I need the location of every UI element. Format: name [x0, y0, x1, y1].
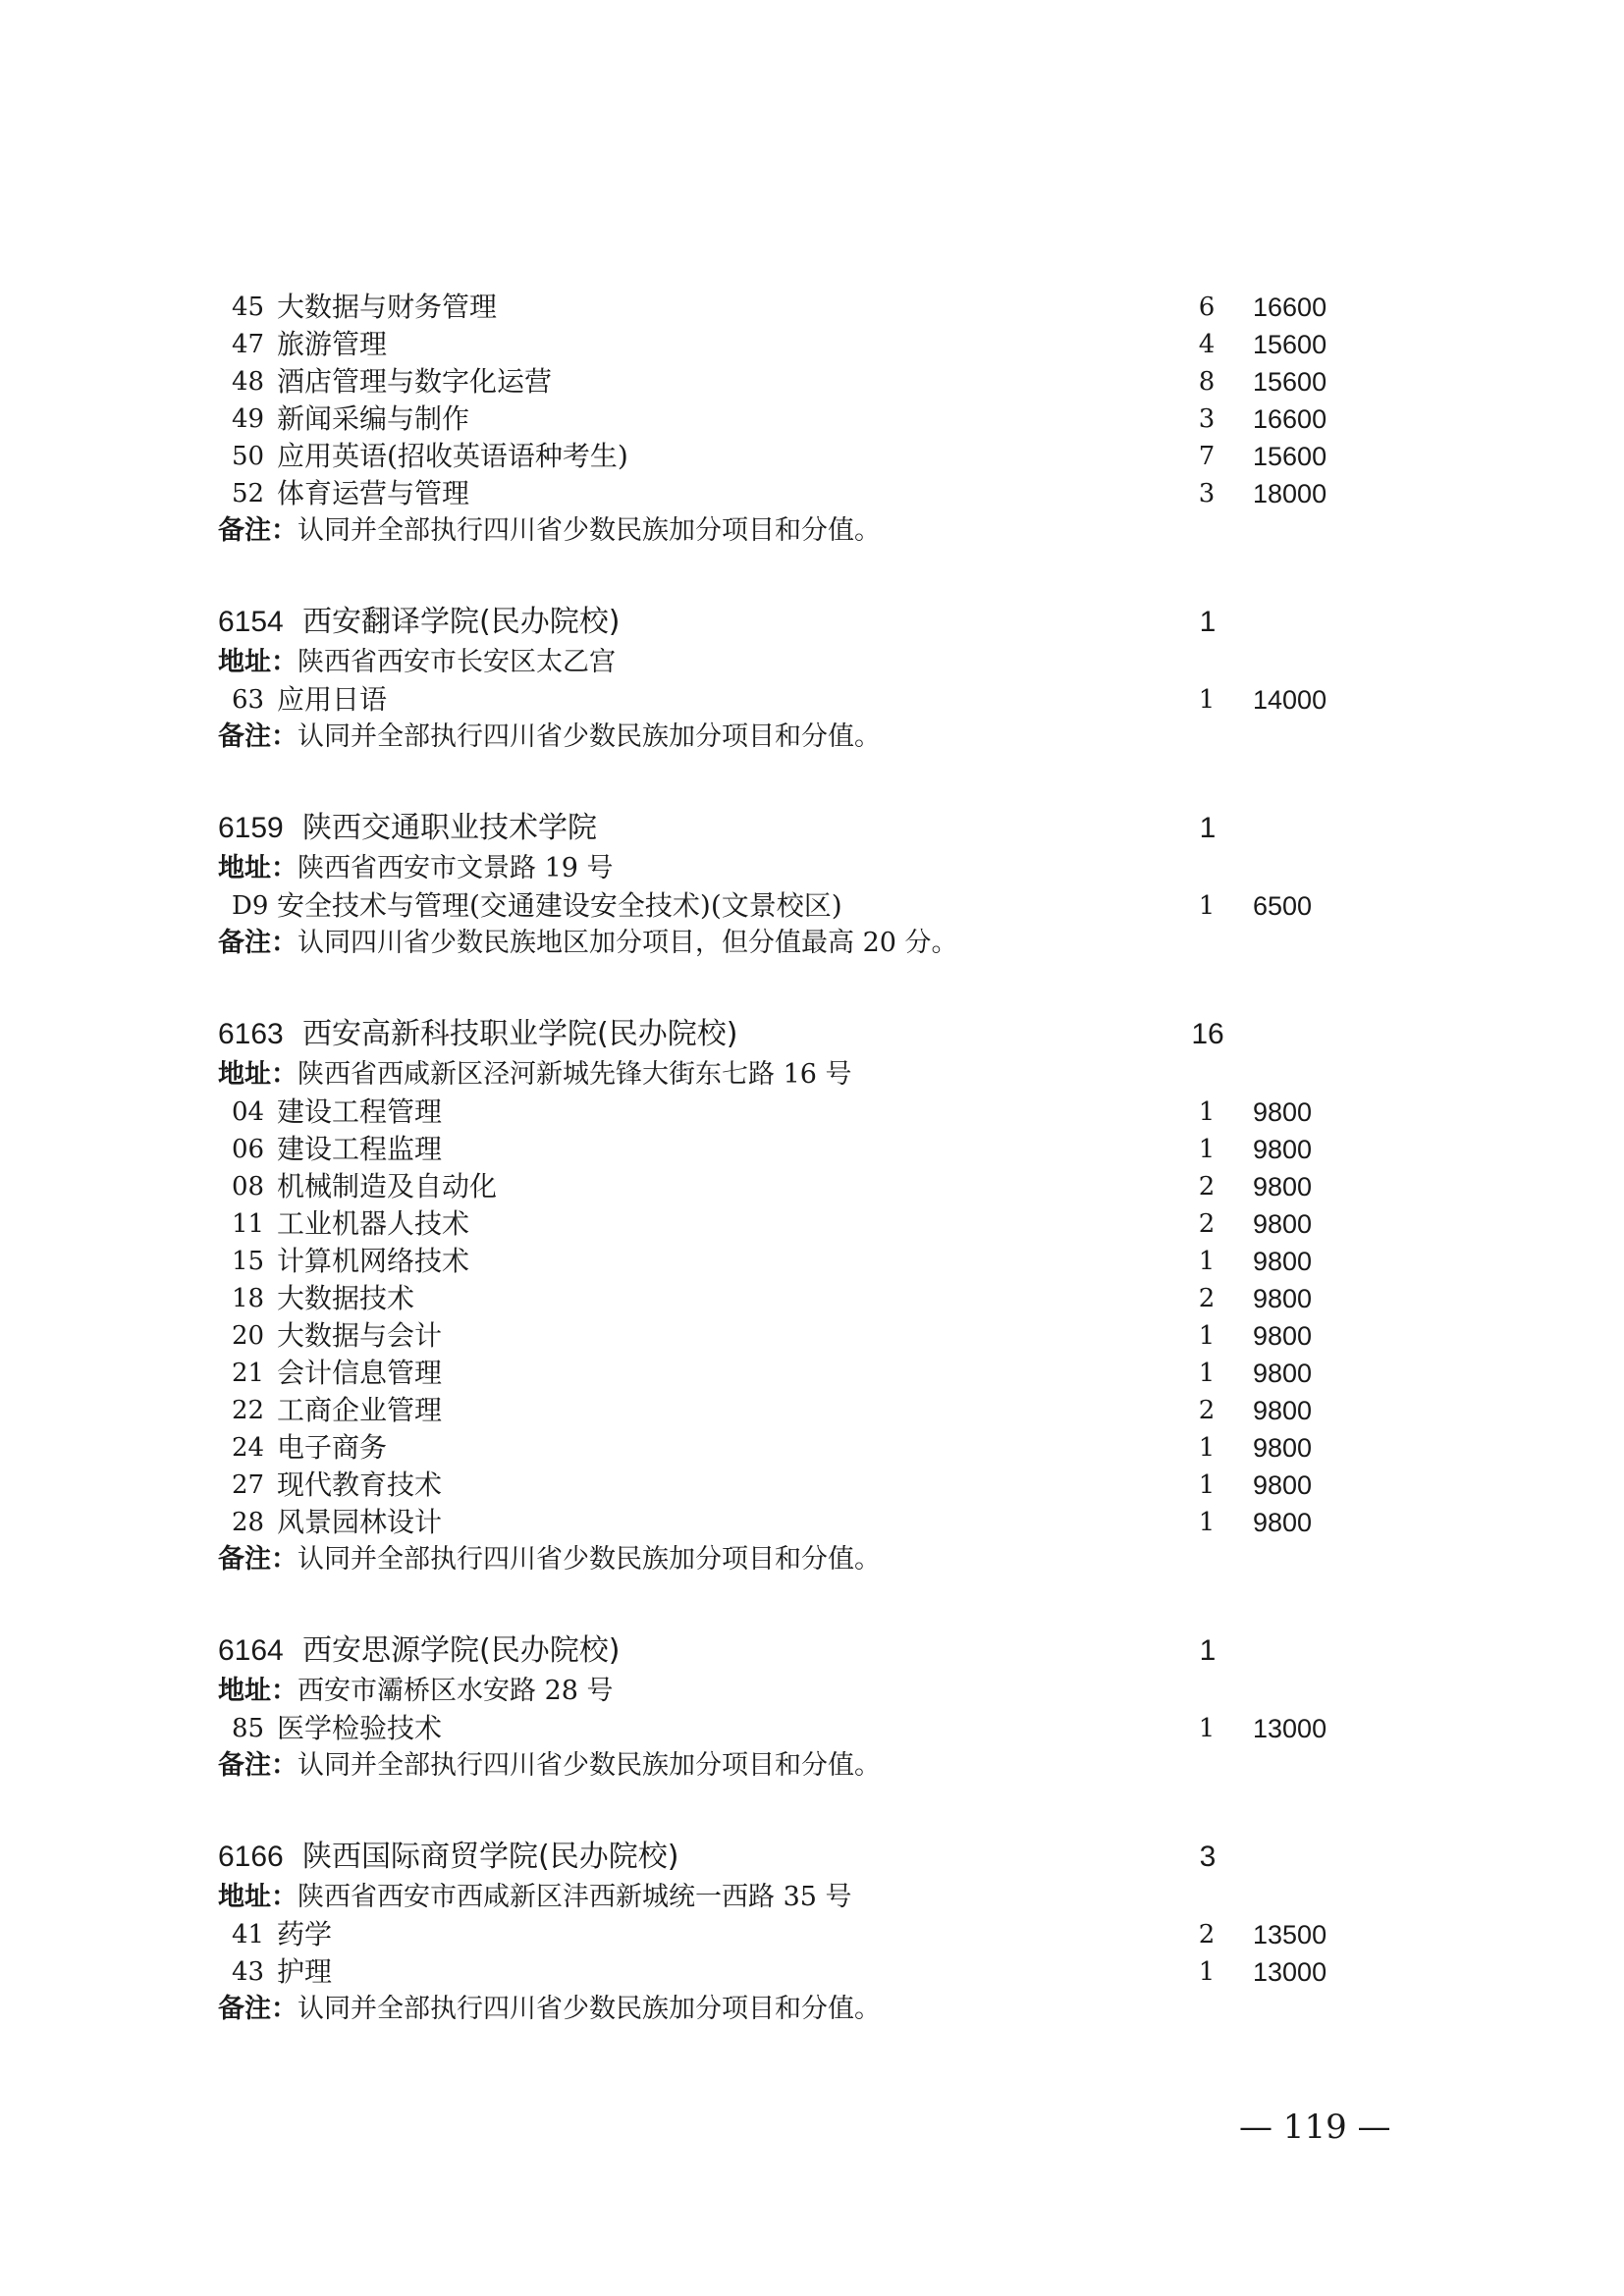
major-row: [0, 438, 1624, 475]
major-fee: 15600: [1253, 367, 1327, 397]
major-code: 22: [232, 1396, 265, 1425]
major-name: 建设工程监理: [277, 1133, 443, 1165]
school-total: 1: [1199, 1634, 1217, 1667]
school-name: 陕西国际商贸学院(民办院校): [302, 1840, 679, 1874]
major-fee: 16600: [1253, 404, 1327, 434]
major-row: [0, 1168, 1624, 1205]
note-line: [218, 925, 958, 962]
school-header: [0, 807, 1624, 850]
school-name: 陕西交通职业技术学院: [302, 811, 597, 845]
major-fee: 9800: [1253, 1359, 1313, 1388]
major-count: 7: [1198, 442, 1216, 471]
major-name: 大数据技术: [277, 1282, 415, 1314]
school-code: 6166: [218, 1841, 284, 1873]
major-code: 63: [232, 685, 265, 715]
major-fee: 15600: [1253, 442, 1327, 471]
major-count: 2: [1198, 1396, 1216, 1425]
major-code: 28: [232, 1508, 265, 1537]
school-address: [218, 1673, 614, 1710]
major-code: 24: [232, 1433, 265, 1463]
note-line: [218, 512, 881, 550]
major-fee: 16600: [1253, 293, 1327, 322]
major-code: 27: [232, 1470, 265, 1500]
school-code: 6154: [218, 606, 284, 638]
major-code: 49: [232, 404, 265, 434]
note-line: [218, 719, 881, 756]
major-code: 15: [232, 1247, 265, 1276]
school-header: [0, 1013, 1624, 1056]
major-row: [0, 1429, 1624, 1467]
major-name: 护理: [277, 1955, 333, 1988]
address-label: 地址：: [218, 647, 298, 677]
note-line: [218, 1991, 881, 2028]
note-text: 认同并全部执行四川省少数民族加分项目和分值。: [298, 1994, 881, 2024]
major-code: 45: [232, 293, 265, 322]
school-code: 6164: [218, 1634, 284, 1667]
school-address: [218, 644, 616, 681]
major-fee: 6500: [1253, 891, 1313, 921]
major-fee: 9800: [1253, 1433, 1313, 1463]
major-count: 1: [1198, 1714, 1216, 1743]
major-code: 48: [232, 367, 265, 397]
major-name: 医学检验技术: [277, 1712, 443, 1744]
school-header: [0, 1629, 1624, 1673]
school-total: 3: [1199, 1841, 1217, 1873]
major-count: 2: [1198, 1209, 1216, 1239]
major-count: 2: [1198, 1920, 1216, 1949]
major-name: 建设工程管理: [277, 1095, 443, 1128]
major-count: 1: [1198, 1359, 1216, 1388]
major-row: [0, 1504, 1624, 1541]
major-fee: 9800: [1253, 1247, 1313, 1276]
major-name: 工业机器人技术: [277, 1207, 470, 1240]
note-line: [218, 1747, 881, 1785]
note-text: 认同四川省少数民族地区加分项目，但分值最高 20 分。: [298, 928, 958, 958]
note-label: 备注：: [218, 928, 298, 958]
address-text: 陕西省西安市西咸新区沣西新城统一西路 35 号: [298, 1882, 852, 1912]
major-row: [0, 681, 1624, 719]
major-fee: 9800: [1253, 1172, 1313, 1201]
major-count: 1: [1198, 685, 1216, 715]
major-fee: 14000: [1253, 685, 1327, 715]
major-code: 47: [232, 330, 265, 359]
major-count: 3: [1198, 479, 1216, 508]
major-name: 药学: [277, 1918, 333, 1950]
major-code: 06: [232, 1135, 265, 1164]
address-text: 陕西省西咸新区泾河新城先锋大街东七路 16 号: [298, 1059, 852, 1090]
major-name: 旅游管理: [277, 328, 388, 360]
major-count: 2: [1198, 1284, 1216, 1313]
major-fee: 9800: [1253, 1470, 1313, 1500]
major-count: 6: [1198, 293, 1216, 322]
school-header: [0, 601, 1624, 644]
major-row: [0, 1953, 1624, 1991]
major-fee: 9800: [1253, 1396, 1313, 1425]
major-row: [0, 1205, 1624, 1243]
address-text: 陕西省西安市长安区太乙宫: [298, 647, 616, 677]
school-total: 16: [1191, 1018, 1224, 1050]
major-count: 1: [1198, 1135, 1216, 1164]
major-row: [0, 400, 1624, 438]
major-row: [0, 1355, 1624, 1392]
note-text: 认同并全部执行四川省少数民族加分项目和分值。: [298, 1750, 881, 1781]
major-row: [0, 1280, 1624, 1317]
major-row: [0, 1131, 1624, 1168]
note-text: 认同并全部执行四川省少数民族加分项目和分值。: [298, 515, 881, 546]
major-row: [0, 326, 1624, 363]
major-fee: 9800: [1253, 1284, 1313, 1313]
school-code: 6159: [218, 812, 284, 844]
school-total: 1: [1199, 812, 1217, 844]
major-row: [0, 887, 1624, 925]
major-count: 1: [1198, 891, 1216, 921]
major-code: D9: [232, 891, 269, 921]
major-fee: 13000: [1253, 1957, 1327, 1987]
note-label: 备注：: [218, 515, 298, 546]
major-code: 11: [232, 1209, 265, 1239]
major-row: [0, 289, 1624, 326]
major-fee: 15600: [1253, 330, 1327, 359]
major-name: 大数据与财务管理: [277, 291, 498, 323]
note-label: 备注：: [218, 721, 298, 752]
major-code: 18: [232, 1284, 265, 1313]
major-code: 21: [232, 1359, 265, 1388]
address-label: 地址：: [218, 1882, 298, 1912]
school-name: 西安高新科技职业学院(民办院校): [302, 1017, 738, 1051]
major-fee: 9800: [1253, 1209, 1313, 1239]
major-name: 机械制造及自动化: [277, 1170, 498, 1202]
major-code: 85: [232, 1714, 265, 1743]
major-name: 应用英语(招收英语语种考生): [277, 440, 628, 472]
note-text: 认同并全部执行四川省少数民族加分项目和分值。: [298, 721, 881, 752]
major-count: 4: [1198, 330, 1216, 359]
major-name: 现代教育技术: [277, 1468, 443, 1501]
major-row: [0, 1916, 1624, 1953]
major-code: 52: [232, 479, 265, 508]
major-fee: 13500: [1253, 1920, 1327, 1949]
school-total: 1: [1199, 606, 1217, 638]
major-code: 04: [232, 1097, 265, 1127]
address-text: 西安市灞桥区水安路 28 号: [298, 1676, 614, 1706]
major-row: [0, 1094, 1624, 1131]
major-row: [0, 1710, 1624, 1747]
major-row: [0, 475, 1624, 512]
major-code: 41: [232, 1920, 265, 1949]
note-text: 认同并全部执行四川省少数民族加分项目和分值。: [298, 1544, 881, 1575]
note-label: 备注：: [218, 1750, 298, 1781]
school-header: [0, 1836, 1624, 1879]
major-row: [0, 1392, 1624, 1429]
major-fee: 13000: [1253, 1714, 1327, 1743]
school-code: 6163: [218, 1018, 284, 1050]
major-count: 1: [1198, 1508, 1216, 1537]
major-row: [0, 1467, 1624, 1504]
major-count: 1: [1198, 1247, 1216, 1276]
major-fee: 9800: [1253, 1508, 1313, 1537]
major-count: 1: [1198, 1321, 1216, 1351]
school-address: [218, 850, 614, 887]
major-name: 安全技术与管理(交通建设安全技术)(文景校区): [277, 889, 842, 922]
major-name: 风景园林设计: [277, 1506, 443, 1538]
major-name: 计算机网络技术: [277, 1245, 470, 1277]
major-name: 电子商务: [277, 1431, 388, 1464]
major-name: 会计信息管理: [277, 1357, 443, 1389]
major-count: 3: [1198, 404, 1216, 434]
major-name: 大数据与会计: [277, 1319, 443, 1352]
major-count: 1: [1198, 1097, 1216, 1127]
address-label: 地址：: [218, 1676, 298, 1706]
major-row: [0, 1317, 1624, 1355]
major-name: 酒店管理与数字化运营: [277, 365, 553, 398]
school-address: [218, 1879, 852, 1916]
major-code: 20: [232, 1321, 265, 1351]
note-line: [218, 1541, 881, 1578]
note-label: 备注：: [218, 1994, 298, 2024]
major-fee: 9800: [1253, 1321, 1313, 1351]
major-name: 体育运营与管理: [277, 477, 470, 509]
note-label: 备注：: [218, 1544, 298, 1575]
major-count: 1: [1198, 1957, 1216, 1987]
major-name: 新闻采编与制作: [277, 402, 470, 435]
major-fee: 18000: [1253, 479, 1327, 508]
school-name: 西安思源学院(民办院校): [302, 1633, 621, 1668]
address-label: 地址：: [218, 853, 298, 883]
school-name: 西安翻译学院(民办院校): [302, 605, 621, 639]
major-count: 1: [1198, 1433, 1216, 1463]
major-fee: 9800: [1253, 1097, 1313, 1127]
major-name: 应用日语: [277, 683, 388, 716]
school-address: [218, 1056, 852, 1094]
address-text: 陕西省西安市文景路 19 号: [298, 853, 614, 883]
major-count: 1: [1198, 1470, 1216, 1500]
major-count: 8: [1198, 367, 1216, 397]
major-count: 2: [1198, 1172, 1216, 1201]
major-code: 08: [232, 1172, 265, 1201]
major-code: 50: [232, 442, 265, 471]
page-number: — 119 —: [1239, 2108, 1391, 2147]
major-code: 43: [232, 1957, 265, 1987]
major-row: [0, 1243, 1624, 1280]
address-label: 地址：: [218, 1059, 298, 1090]
major-row: [0, 363, 1624, 400]
major-name: 工商企业管理: [277, 1394, 443, 1426]
major-fee: 9800: [1253, 1135, 1313, 1164]
